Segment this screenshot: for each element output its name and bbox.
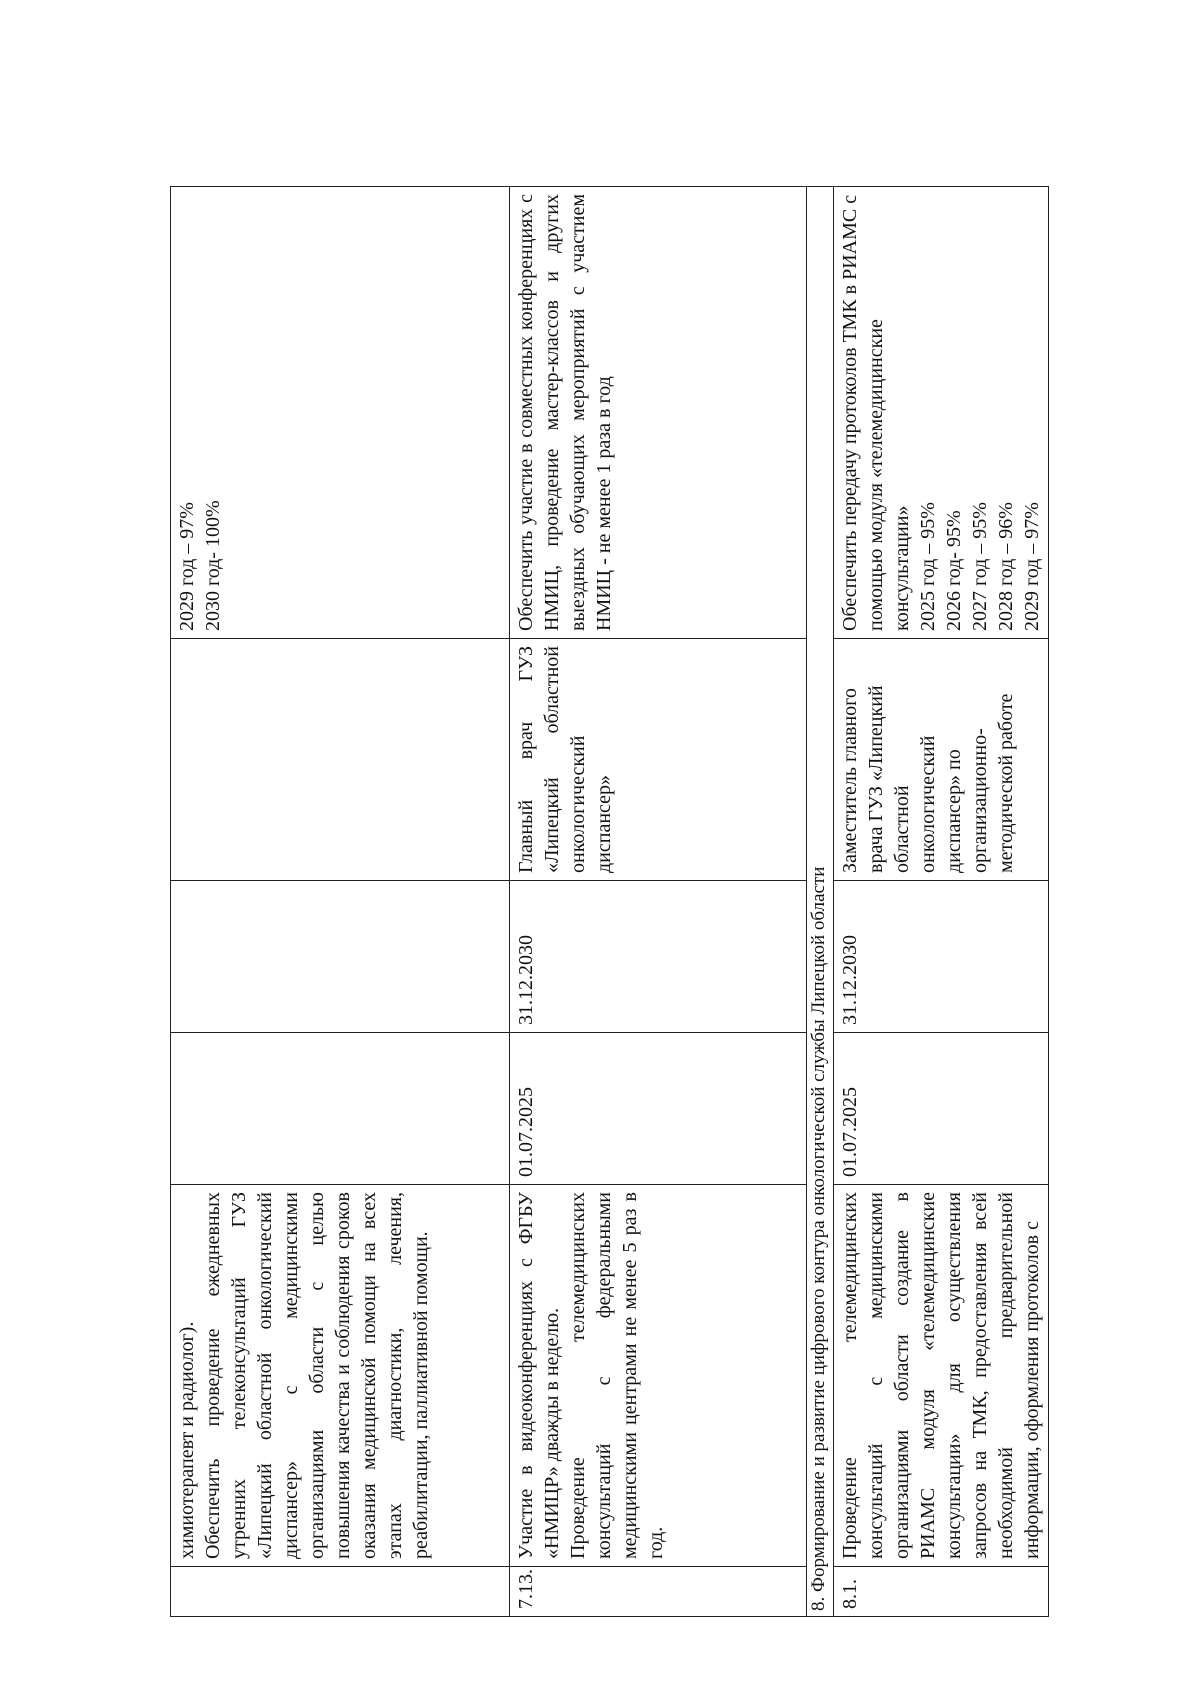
end-date: 31.12.2030: [834, 881, 1049, 1033]
action-text: Участие в видеоконференциях с ФГБУ «НМИЦР» дважды в неделю.: [515, 1192, 563, 1559]
cell-num: [171, 1567, 510, 1617]
result-line: 2026 год- 95%: [943, 510, 965, 631]
rotated-table-container: [170, 187, 1043, 1617]
section-heading: 8. Формирование и развитие цифрового контура онкологической службы Липецкой области: [807, 187, 834, 1617]
cell-action: [510, 1185, 807, 1567]
action-plan-table: [170, 186, 1049, 1617]
result-line: 2025 год – 95%: [917, 502, 939, 631]
action-text: химиотерапевт и радиолог).: [176, 1321, 198, 1559]
action-text: Проведение телемедицинских консультаций с федеральными медицинскими центрами не менее 5 раз в год.: [567, 1192, 667, 1559]
result-line: 2029 год – 97%: [1021, 502, 1043, 631]
result-line: 2028 год – 96%: [995, 502, 1017, 631]
responsible-person: Заместитель главного врача ГУЗ «Липецкий областной онкологический диспансер» по организационно-методической работе: [834, 639, 1049, 881]
cell-result: [171, 187, 510, 639]
cell-action: Проведение телемедицинских консультаций с медицинскими организациями области создание в РИАМС модуля «телемедицинские консультации» для осуществления запросов на ТМК, предоставления всей необходимой предварительной информации, оформления протоколов с: [834, 1185, 1049, 1567]
cell-end-date: [171, 881, 510, 1033]
start-date: 01.07.2025: [510, 1033, 807, 1185]
result-text: Обеспечить передачу протоколов ТМК в РИАМС с помощью модуля «телемедицинские консультации»: [839, 194, 913, 631]
end-date: 31.12.2030: [510, 881, 807, 1033]
expected-result: Обеспечить участие в совместных конференциях с НМИЦ, проведение мастер-классов и других выездных обучающих мероприятий с участием НМИЦ - не менее 1 раза в год: [510, 187, 807, 639]
cell-result: [834, 187, 1049, 639]
cell-action: [171, 1185, 510, 1567]
action-text: Обеспечить проведение ежедневных утренних телеконсультаций ГУЗ «Липецкий областной онкологический диспансер» с медицинскими организациями области с целью повышения качества и соблюдения сроков оказания медицинской помощи на всех этапах диагностики, лечения, реабилитации, паллиативной помощи.: [202, 1192, 432, 1559]
row-number: 8.1.: [834, 1567, 1049, 1617]
cell-responsible: [171, 639, 510, 881]
start-date: 01.07.2025: [834, 1033, 1049, 1185]
table-row-section-8: [807, 187, 834, 1617]
result-line: 2027 год – 95%: [969, 502, 991, 631]
table-row-8-1: [834, 187, 1049, 1617]
cell-start-date: [171, 1033, 510, 1185]
table-row-continuation: [171, 187, 510, 1617]
result-line: 2030 год- 100%: [202, 500, 224, 631]
table-row-7-13: [510, 187, 807, 1617]
responsible-person: Главный врач ГУЗ «Липецкий областной онкологический диспансер»: [510, 639, 807, 881]
result-line: 2029 год – 97%: [176, 502, 198, 631]
row-number: 7.13.: [510, 1567, 807, 1617]
